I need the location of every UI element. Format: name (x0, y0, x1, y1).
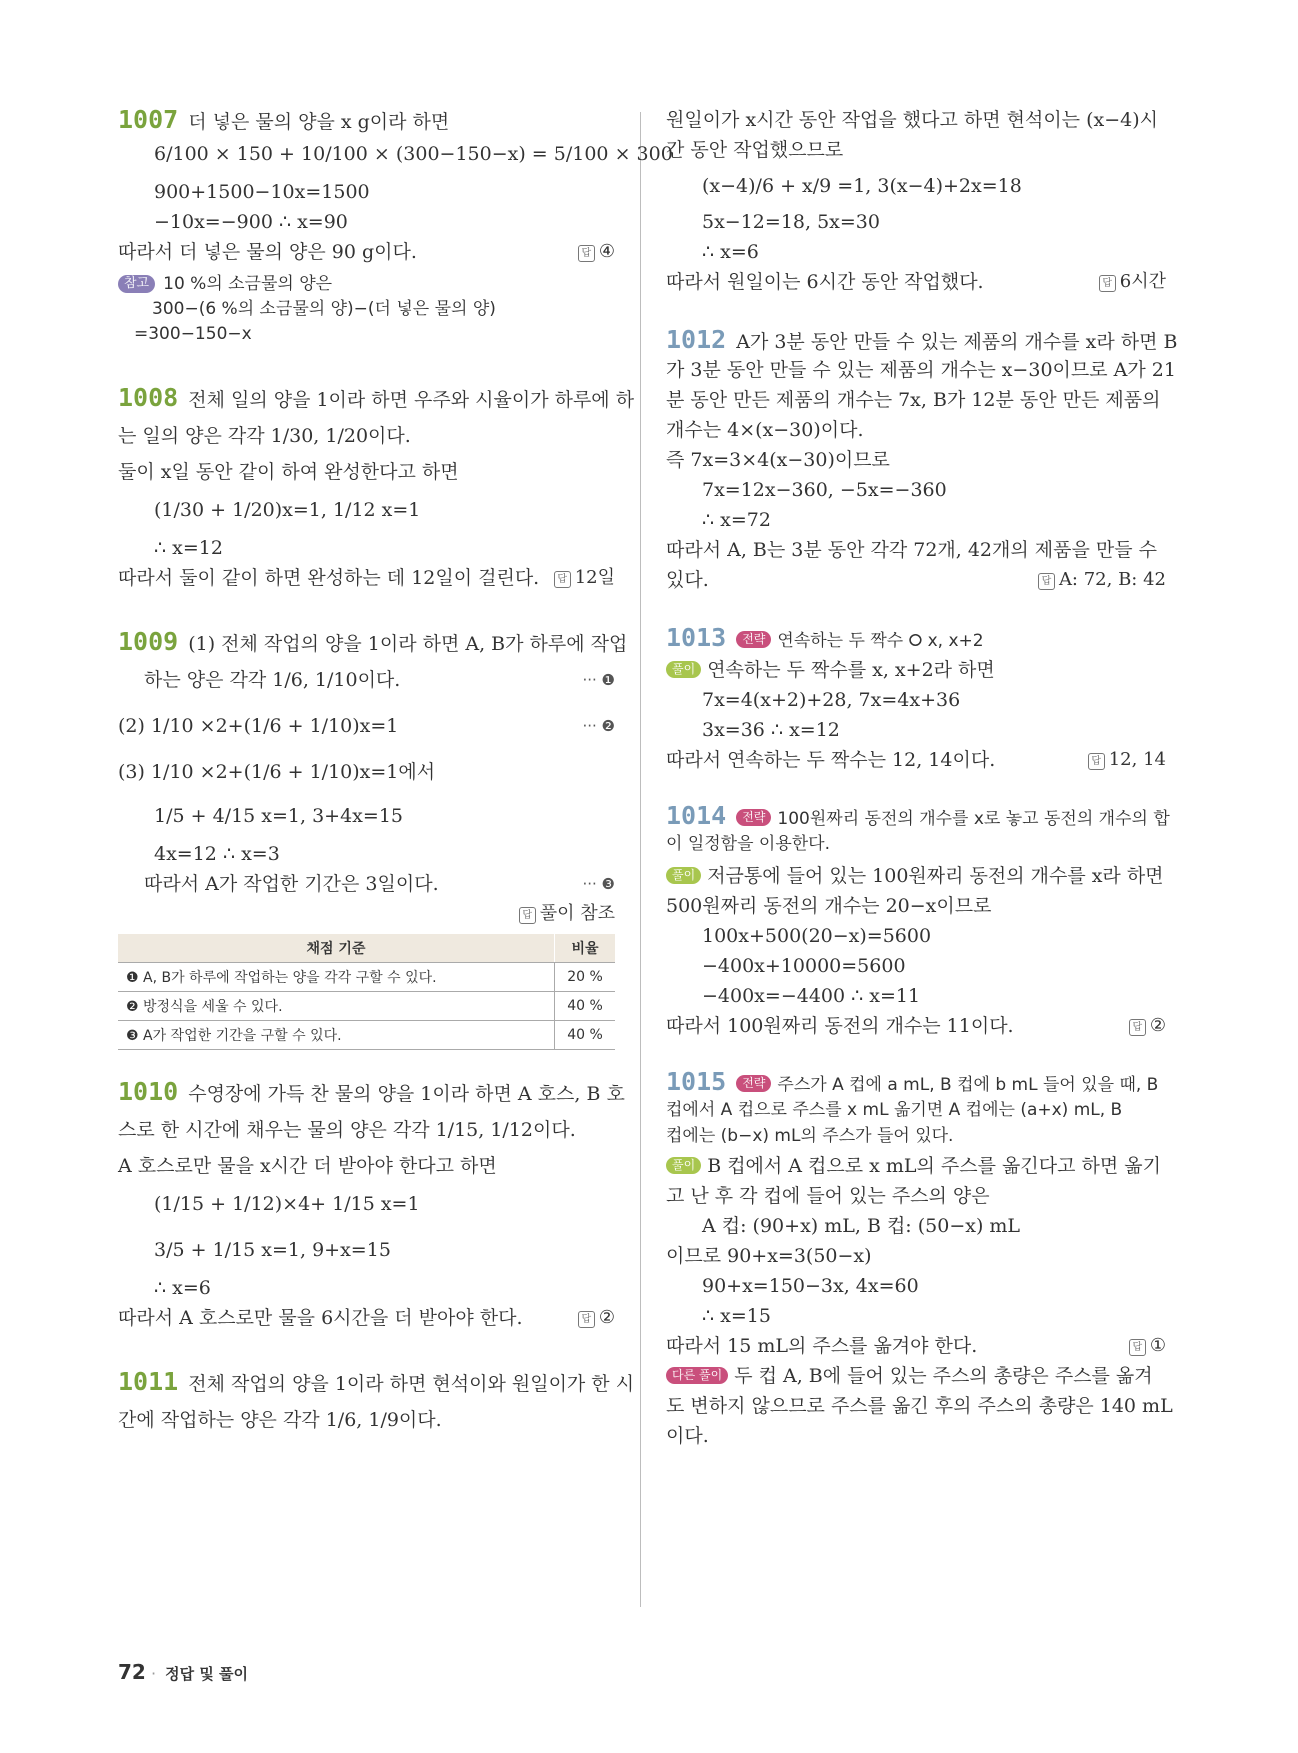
note-text: =300−150−x (134, 324, 252, 344)
problem-text: 분 동안 만든 제품의 개수는 7x, B가 12분 동안 만든 제품의 (666, 389, 1161, 411)
footer-title: 정답 및 풀이 (165, 1665, 249, 1683)
strategy-badge: 전략 (736, 1075, 771, 1092)
conclusion: 따라서 A, B는 3분 동안 각각 72개, 42개의 제품을 만들 수 (666, 539, 1157, 561)
step-marker: ··· ❶ (582, 671, 615, 689)
grading-ratio: 40 % (555, 992, 616, 1021)
strategy-badge: 전략 (736, 631, 771, 648)
equation: −10x=−900 ∴ x=90 (154, 211, 348, 233)
note-text: 300−(6 %의 소금물의 양)−(더 넣은 물의 양) (152, 299, 496, 319)
answer: 답 ④ (118, 240, 615, 264)
problem-text: 전체 작업의 양을 1이라 하면 현석이와 원일이가 한 시 (188, 1373, 635, 1395)
solution-text: 500원짜리 동전의 개수는 20−x이므로 (666, 895, 992, 917)
equation: 1/5 + 4/15 x=1, 3+4x=15 (154, 805, 403, 827)
alt-solution-text: 두 컵 A, B에 들어 있는 주스의 총량은 주스를 옮겨 (734, 1365, 1153, 1387)
answer-icon: 답 (578, 245, 595, 262)
equation: A 컵: (90+x) mL, B 컵: (50−x) mL (702, 1215, 1021, 1237)
table-row (118, 1021, 615, 1050)
grading-ratio: 40 % (555, 1021, 616, 1050)
table-row (118, 992, 615, 1021)
conclusion: 따라서 원일이는 6시간 동안 작업했다. (666, 271, 984, 293)
grading-header-criterion: 채점 기준 (118, 934, 555, 963)
problem-text: A가 3분 동안 만들 수 있는 제품의 개수를 x라 하면 B (736, 331, 1178, 353)
solution-badge: 풀이 (666, 867, 701, 884)
strategy-text: 컵에서 A 컵으로 주스를 x mL 옮기면 A 컵에는 (a+x) mL, B (666, 1100, 1123, 1120)
answer: 답 12일 (118, 566, 615, 590)
problem-text: 수영장에 가득 찬 물의 양을 1이라 하면 A 호스, B 호 (188, 1083, 625, 1105)
equation: 900+1500−10x=1500 (154, 181, 370, 203)
conclusion: 따라서 둘이 같이 하면 완성하는 데 12일이 걸린다. (118, 567, 540, 589)
grading-criterion: ❶ A, B가 하루에 작업하는 양을 각각 구할 수 있다. (118, 963, 555, 992)
problem-number: 1008 (118, 383, 179, 412)
note-badge: 참고 (118, 275, 155, 293)
page-footer (118, 1660, 248, 1684)
grading-table (118, 934, 615, 1050)
answer: 답 풀이 참조 (118, 902, 615, 926)
answer-icon: 답 (554, 571, 571, 588)
answer-icon: 답 (1129, 1339, 1146, 1356)
problem-text: 는 일의 양은 각각 1/30, 1/20이다. (118, 425, 411, 447)
problem-text: 즉 7x=3×4(x−30)이므로 (666, 449, 890, 471)
equation: 90+x=150−3x, 4x=60 (702, 1275, 919, 1297)
equation: 7x=12x−360, −5x=−360 (702, 479, 947, 501)
answer: 답 A: 72, B: 42 (666, 568, 1166, 592)
equation: −400x+10000=5600 (702, 955, 906, 977)
solution-badge: 풀이 (666, 1157, 701, 1174)
equation: (2) 1/10 ×2+(1/6 + 1/10)x=1 (118, 715, 399, 737)
problem-number: 1009 (118, 627, 179, 656)
conclusion: 따라서 A가 작업한 기간은 3일이다. (144, 873, 439, 895)
equation: ∴ x=72 (702, 509, 771, 531)
problem-text: 원일이가 x시간 동안 작업을 했다고 하면 현석이는 (x−4)시 (666, 109, 1158, 131)
solution-text: B 컵에서 A 컵으로 x mL의 주스를 옮긴다고 하면 옮기 (707, 1155, 1161, 1177)
problem-text: A 호스로만 물을 x시간 더 받아야 한다고 하면 (118, 1155, 497, 1177)
conclusion: 따라서 100원짜리 동전의 개수는 11이다. (666, 1015, 1014, 1037)
alternative-solution-badge: 다른 풀이 (666, 1367, 728, 1384)
equation: ∴ x=15 (702, 1305, 771, 1327)
step-marker: ··· ❸ (582, 875, 615, 893)
solution-text: 연속하는 두 짝수를 x, x+2라 하면 (707, 659, 995, 681)
answer: 답 ① (666, 1334, 1166, 1358)
strategy-text: 컵에는 (b−x) mL의 주스가 들어 있다. (666, 1126, 954, 1146)
column-divider (640, 112, 641, 1607)
solution-text: 고 난 후 각 컵에 들어 있는 주스의 양은 (666, 1185, 990, 1207)
grading-criterion: ❷ 방정식을 세울 수 있다. (118, 992, 555, 1021)
solution-badge: 풀이 (666, 661, 701, 678)
step-marker: ··· ❷ (582, 717, 615, 735)
equation: 3x=36 ∴ x=12 (702, 719, 840, 741)
conclusion: 따라서 15 mL의 주스를 옮겨야 한다. (666, 1335, 978, 1357)
answer: 답 ② (118, 1306, 615, 1330)
answer-icon: 답 (1099, 275, 1116, 292)
strategy-badge: 전략 (736, 809, 771, 826)
equation: 이므로 90+x=3(50−x) (666, 1245, 872, 1267)
equation: 100x+500(20−x)=5600 (702, 925, 932, 947)
problem-text: 하는 양은 각각 1/6, 1/10이다. (144, 669, 401, 691)
conclusion: 따라서 A 호스로만 물을 6시간을 더 받아야 한다. (118, 1307, 523, 1329)
answer-icon: 답 (578, 1311, 595, 1328)
equation: (1/15 + 1/12)×4+ 1/15 x=1 (154, 1193, 420, 1215)
alt-solution-text: 이다. (666, 1425, 709, 1447)
problem-text: 간에 작업하는 양은 각각 1/6, 1/9이다. (118, 1409, 442, 1431)
problem-number: 1011 (118, 1367, 179, 1396)
grading-criterion: ❸ A가 작업한 기간을 구할 수 있다. (118, 1021, 555, 1050)
problem-number: 1013 (666, 623, 727, 652)
alt-solution-text: 도 변하지 않으므로 주스를 옮긴 후의 주스의 총량은 140 mL (666, 1395, 1173, 1417)
strategy-text: 주스가 A 컵에 a mL, B 컵에 b mL 들어 있을 때, B (777, 1075, 1159, 1095)
equation: (1/30 + 1/20)x=1, 1/12 x=1 (154, 499, 421, 521)
strategy-text: 연속하는 두 짝수 ⭘ x, x+2 (777, 631, 984, 651)
equation: 3/5 + 1/15 x=1, 9+x=15 (154, 1239, 391, 1261)
equation: 4x=12 ∴ x=3 (154, 843, 280, 865)
problem-text: 둘이 x일 동안 같이 하여 완성한다고 하면 (118, 461, 459, 483)
problem-text: 가 3분 동안 만들 수 있는 제품의 개수는 x−30이므로 A가 21 (666, 359, 1176, 381)
equation: (3) 1/10 ×2+(1/6 + 1/10)x=1에서 (118, 761, 436, 783)
answer-icon: 답 (519, 907, 536, 924)
solution-text: 저금통에 들어 있는 100원짜리 동전의 개수를 x라 하면 (707, 865, 1164, 887)
equation: ∴ x=6 (702, 241, 759, 263)
equation: ∴ x=6 (154, 1277, 211, 1299)
problem-text: 개수는 4×(x−30)이다. (666, 419, 864, 441)
grading-header-ratio: 비율 (555, 934, 616, 963)
problem-number: 1015 (666, 1067, 727, 1096)
conclusion: 따라서 더 넣은 물의 양은 90 g이다. (118, 241, 417, 263)
footer-separator: · (150, 1664, 157, 1683)
equation: 7x=4(x+2)+28, 7x=4x+36 (702, 689, 961, 711)
answer: 답 ② (666, 1014, 1166, 1038)
problem-number: 1010 (118, 1077, 179, 1106)
answer-icon: 답 (1129, 1019, 1146, 1036)
strategy-text: 100원짜리 동전의 개수를 x로 놓고 동전의 개수의 합 (777, 809, 1170, 829)
problem-text: 스로 한 시간에 채우는 물의 양은 각각 1/15, 1/12이다. (118, 1119, 576, 1141)
answer: 답 6시간 (666, 270, 1166, 294)
answer-icon: 답 (1038, 573, 1055, 590)
equation: (x−4)/6 + x/9 =1, 3(x−4)+2x=18 (702, 175, 1022, 197)
problem-text: 더 넣은 물의 양을 x g이라 하면 (188, 111, 450, 133)
equation: ∴ x=12 (154, 537, 223, 559)
table-row (118, 963, 615, 992)
problem-number: 1012 (666, 325, 727, 354)
conclusion: 있다. (666, 569, 709, 591)
problem-number: 1007 (118, 105, 179, 134)
answer: 답 12, 14 (666, 748, 1166, 772)
page-number: 72 (118, 1660, 146, 1684)
grading-ratio: 20 % (555, 963, 616, 992)
problem-text: 전체 일의 양을 1이라 하면 우주와 시율이가 하루에 하 (188, 389, 635, 411)
equation: 5x−12=18, 5x=30 (702, 211, 880, 233)
conclusion: 따라서 연속하는 두 짝수는 12, 14이다. (666, 749, 996, 771)
problem-text: (1) 전체 작업의 양을 1이라 하면 A, B가 하루에 작업 (188, 633, 628, 655)
equation: −400x=−4400 ∴ x=11 (702, 985, 921, 1007)
strategy-text: 이 일정함을 이용한다. (666, 834, 831, 854)
equation: 6/100 × 150 + 10/100 × (300−150−x) = 5/100 × 300 (154, 143, 673, 165)
answer-icon: 답 (1088, 753, 1105, 770)
problem-number: 1014 (666, 801, 727, 830)
problem-text: 간 동안 작업했으므로 (666, 139, 844, 161)
note-text: 10 %의 소금물의 양은 (163, 274, 333, 294)
